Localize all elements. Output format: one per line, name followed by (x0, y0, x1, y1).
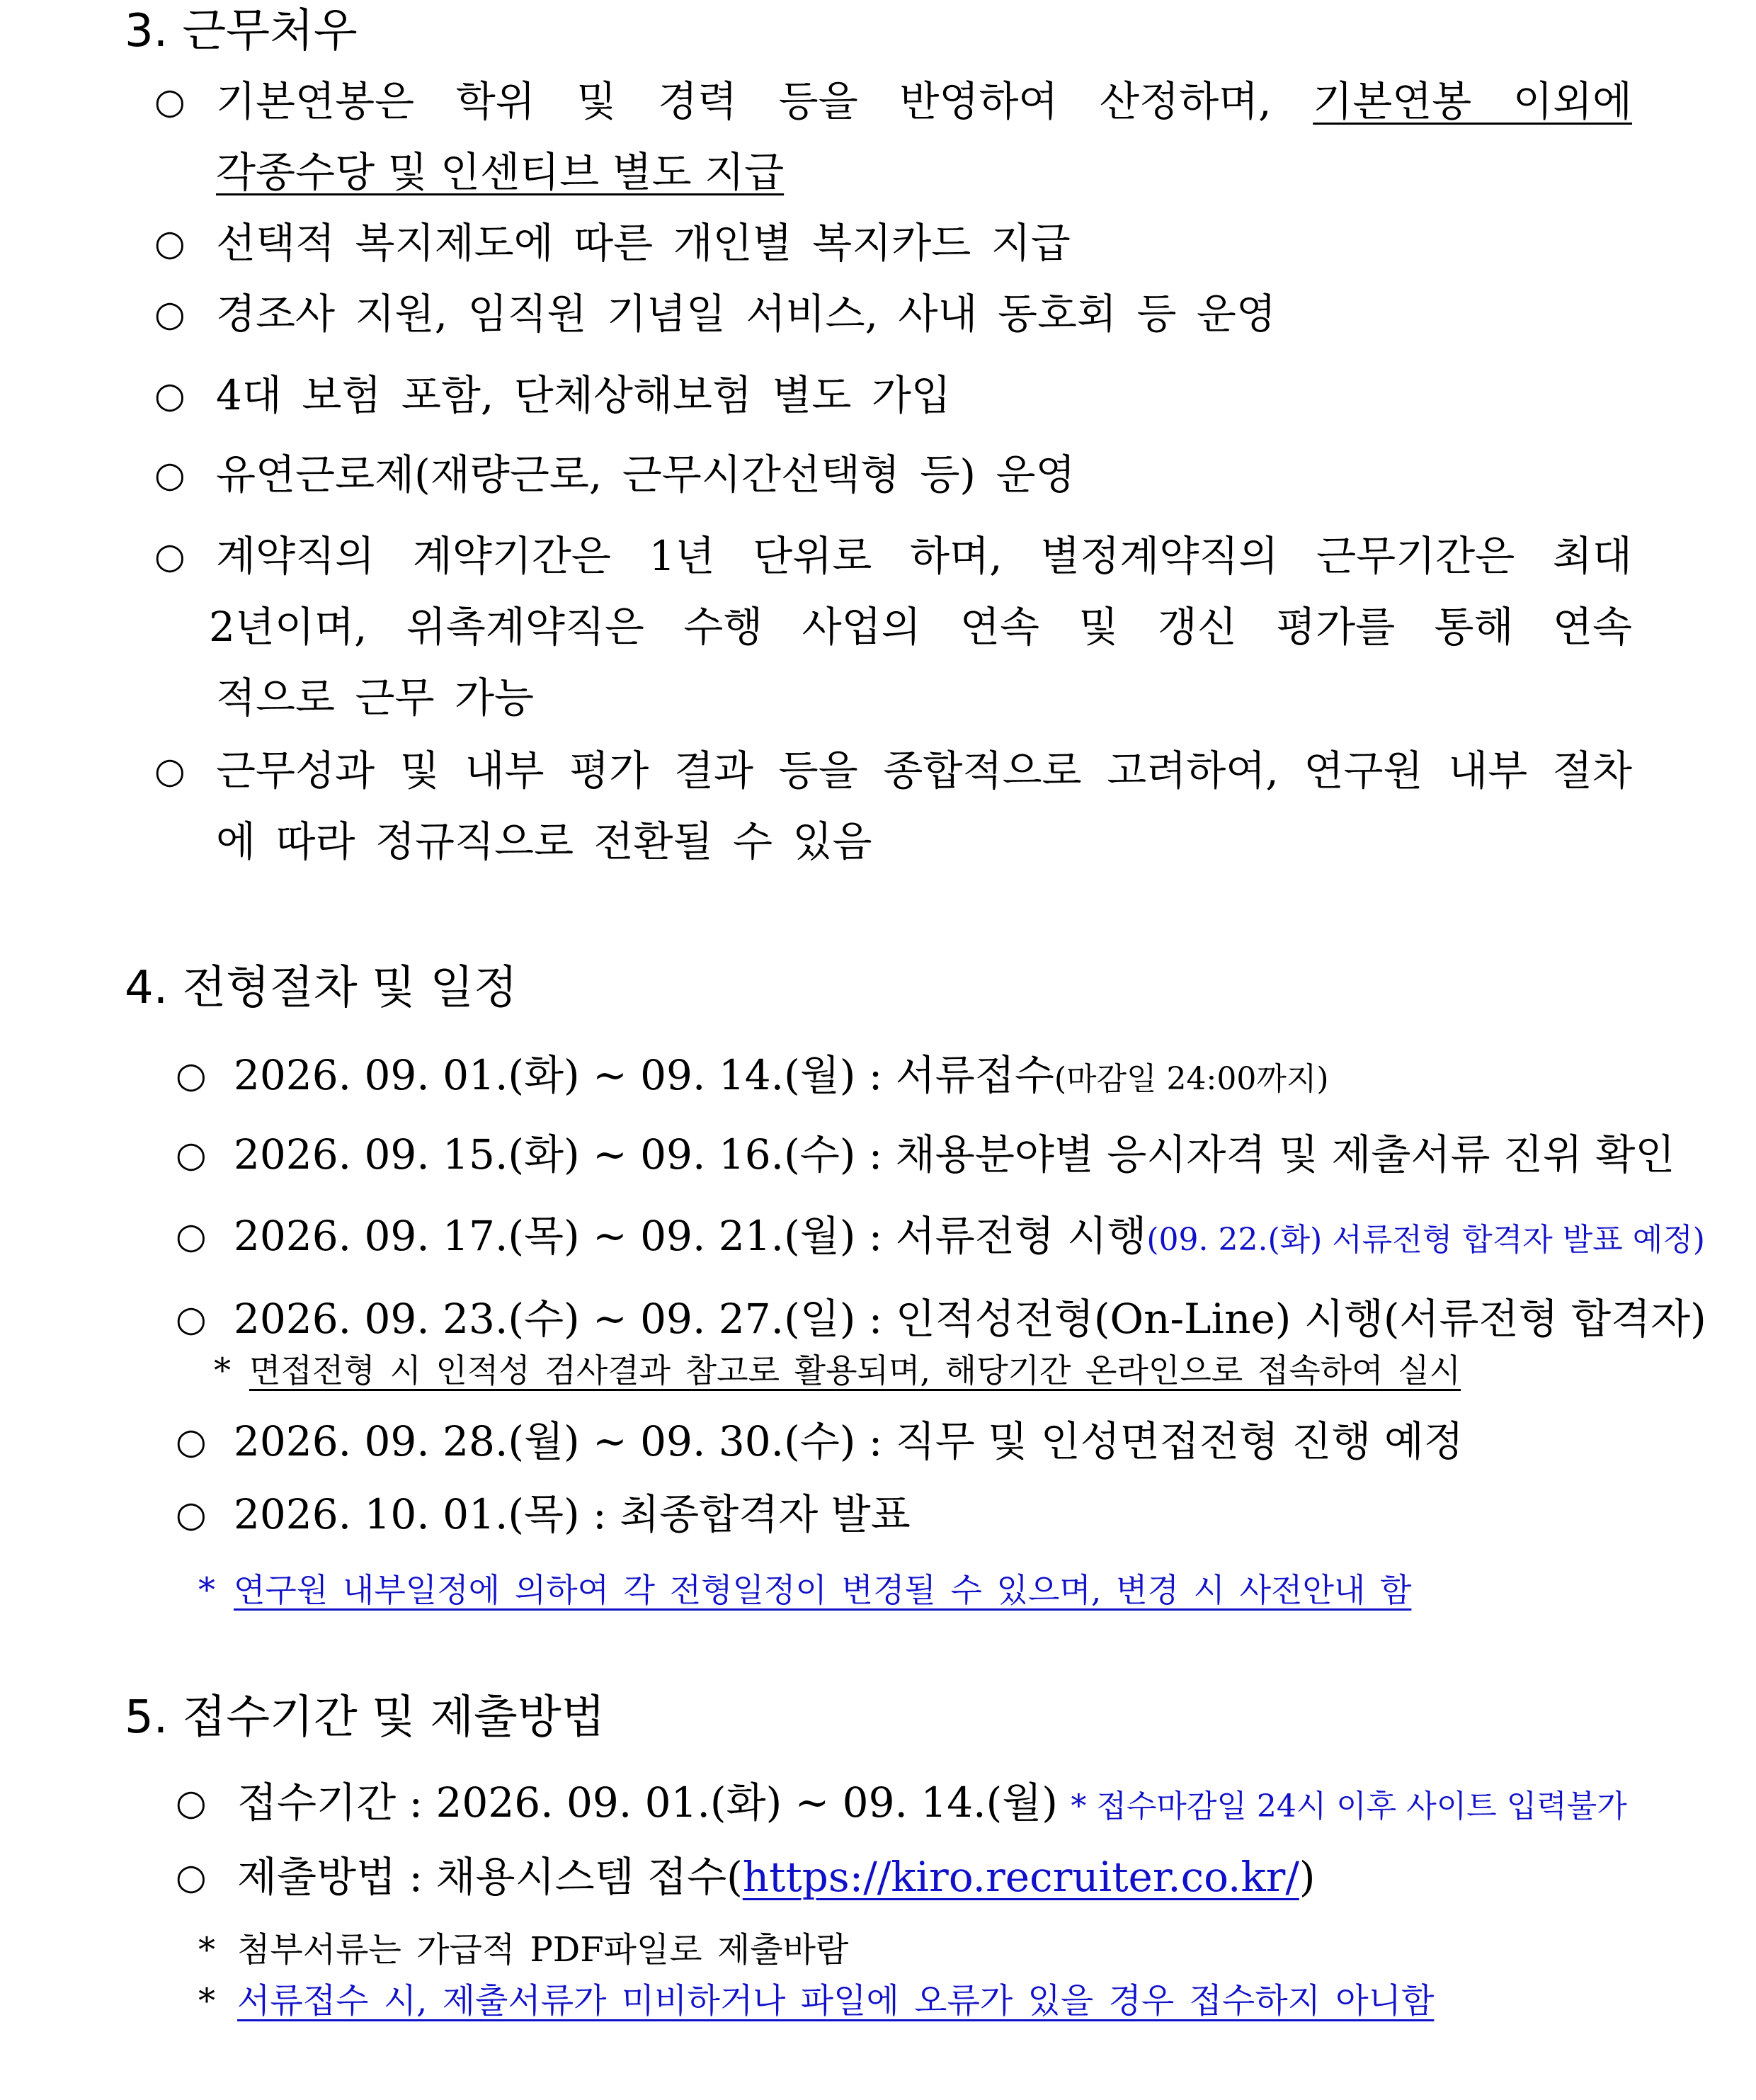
sec3-item6-line2: 2년이며, 위촉계약직은 수행 사업의 연속 및 갱신 평가를 통해 연속 (209, 603, 1632, 651)
bullet-icon: ○ (176, 1494, 207, 1535)
bullet-icon: ○ (176, 1421, 207, 1462)
bullet-icon: ○ (154, 750, 186, 791)
sec3-item7-line2: 에 따라 정규직으로 전환될 수 있음 (216, 817, 872, 865)
bullet-icon: ○ (154, 222, 186, 263)
bullet-icon: ○ (176, 1856, 207, 1897)
bullet-icon: ○ (154, 81, 186, 122)
sec4-item2: 2026. 09. 15.(화) ~ 09. 16.(수) : 채용분야별 응시자격 및 제출서류 진위 확인 (234, 1130, 1675, 1179)
section3-heading: 3. 근무처우 (125, 5, 358, 57)
sec3-item1-line2: 각종수당 및 인센티브 별도 지급 (216, 148, 785, 196)
emph-text: 기본연봉 이외에 (1313, 77, 1632, 125)
sec4-item6: 2026. 10. 01.(목) : 최종합격자 발표 (234, 1490, 911, 1538)
bullet-icon: ○ (176, 1134, 207, 1175)
bullet-icon: ○ (176, 1782, 207, 1823)
sec3-item6-line3: 적으로 근무 가능 (216, 674, 535, 722)
sec3-item4: 4대 보험 포함, 단체상해보험 별도 가입 (216, 371, 951, 419)
sec3-item1-line1: 기본연봉은 학위 및 경력 등을 반영하여 산정하며, 기본연봉 이외에 (216, 77, 1632, 125)
section5-heading: 5. 접수기간 및 제출방법 (125, 1691, 605, 1744)
bullet-icon: ○ (176, 1215, 207, 1256)
asterisk: * (198, 1981, 215, 2021)
sec3-item3: 경조사 지원, 임직원 기념일 서비스, 사내 동호회 등 운영 (216, 290, 1276, 338)
note-online-test: 면접전형 시 인적성 검사결과 참고로 활용되며, 해당기간 온라인으로 접속하여 실시 (249, 1351, 1461, 1390)
sec5-period: 접수기간 : 2026. 09. 01.(화) ~ 09. 14.(월) * 접수마감일 24시 이후 사이트 입력불가 (237, 1778, 1627, 1827)
bullet-icon: ○ (176, 1055, 207, 1096)
sec3-item6-line1: 계약직의 계약기간은 1년 단위로 하며, 별정계약직의 근무기간은 최대 (216, 532, 1632, 580)
bullet-icon: ○ (154, 375, 186, 416)
recruit-site-link[interactable]: https://kiro.recruiter.co.kr/ (742, 1853, 1299, 1901)
bullet-icon: ○ (154, 535, 186, 577)
sec4-item5: 2026. 09. 28.(월) ~ 09. 30.(수) : 직무 및 인성면접전형 진행 예정 (234, 1417, 1464, 1465)
sec5-method: 제출방법 : 채용시스템 접수(https://kiro.recruiter.co.kr/) (237, 1853, 1316, 1901)
section4-heading: 4. 전형절차 및 일정 (125, 962, 518, 1014)
bullet-icon: ○ (154, 293, 186, 334)
note-pdf: 첨부서류는 가급적 PDF파일로 제출바람 (237, 1930, 849, 1970)
note-rejection: 서류접수 시, 제출서류가 미비하거나 파일에 오류가 있을 경우 접수하지 아니함 (237, 1981, 1435, 2021)
sec4-item1: 2026. 09. 01.(화) ~ 09. 14.(월) : 서류접수(마감일 24:00까지) (234, 1051, 1329, 1099)
bullet-icon: ○ (154, 454, 186, 495)
sec4-item3: 2026. 09. 17.(목) ~ 09. 21.(월) : 서류전형 시행(09. 22.(화) 서류전형 합격자 발표 예정) (234, 1212, 1705, 1260)
asterisk: * (198, 1930, 215, 1970)
sec4-item4: 2026. 09. 23.(수) ~ 09. 27.(일) : 인적성전형(On-Line) 시행(서류전형 합격자) (234, 1295, 1706, 1343)
sec3-item7-line1: 근무성과 및 내부 평가 결과 등을 종합적으로 고려하여, 연구원 내부 절차 (216, 747, 1632, 795)
asterisk: * (214, 1351, 231, 1390)
note-schedule-change: 연구원 내부일정에 의하여 각 전형일정이 변경될 수 있으며, 변경 시 사전안내 함 (234, 1571, 1412, 1609)
asterisk: * (198, 1570, 215, 1610)
sec3-item5: 유연근로제(재량근로, 근무시간선택형 등) 운영 (216, 450, 1076, 499)
bullet-icon: ○ (176, 1298, 207, 1339)
sec3-item2: 선택적 복지제도에 따른 개인별 복지카드 지급 (216, 219, 1071, 267)
